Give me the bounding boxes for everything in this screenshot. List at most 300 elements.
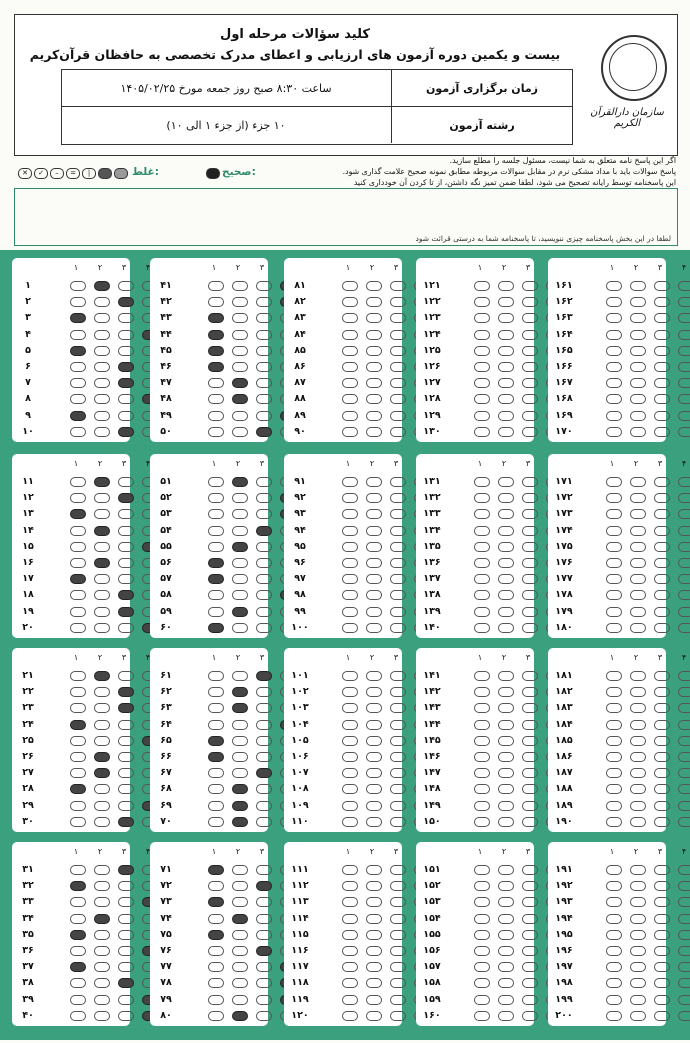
answer-bubble[interactable] [342, 493, 358, 503]
answer-bubble[interactable] [474, 784, 490, 794]
answer-bubble[interactable] [522, 995, 538, 1005]
answer-bubble[interactable] [94, 897, 110, 907]
answer-bubble[interactable] [390, 865, 406, 875]
answer-bubble[interactable] [630, 281, 646, 291]
answer-bubble[interactable] [118, 509, 134, 519]
answer-bubble[interactable] [366, 590, 382, 600]
answer-bubble[interactable] [342, 509, 358, 519]
answer-bubble[interactable] [630, 607, 646, 617]
answer-bubble[interactable] [498, 914, 514, 924]
answer-bubble[interactable] [498, 574, 514, 584]
answer-bubble[interactable] [522, 817, 538, 827]
answer-bubble[interactable] [678, 542, 690, 552]
answer-bubble[interactable] [342, 346, 358, 356]
answer-bubble[interactable] [256, 817, 272, 827]
answer-bubble[interactable] [208, 558, 224, 568]
answer-bubble[interactable] [654, 330, 670, 340]
answer-bubble[interactable] [342, 477, 358, 487]
answer-bubble[interactable] [70, 330, 86, 340]
answer-bubble[interactable] [522, 930, 538, 940]
answer-bubble[interactable] [522, 801, 538, 811]
answer-bubble[interactable] [256, 623, 272, 633]
answer-bubble[interactable] [256, 784, 272, 794]
answer-bubble[interactable] [342, 297, 358, 307]
answer-bubble[interactable] [342, 394, 358, 404]
answer-bubble[interactable] [522, 703, 538, 713]
answer-bubble[interactable] [630, 477, 646, 487]
answer-bubble[interactable] [256, 297, 272, 307]
answer-bubble[interactable] [678, 281, 690, 291]
answer-bubble[interactable] [498, 378, 514, 388]
answer-bubble[interactable] [70, 914, 86, 924]
answer-bubble[interactable] [654, 394, 670, 404]
answer-bubble[interactable] [474, 801, 490, 811]
answer-bubble[interactable] [390, 978, 406, 988]
answer-bubble[interactable] [654, 411, 670, 421]
answer-bubble[interactable] [366, 703, 382, 713]
answer-bubble[interactable] [94, 346, 110, 356]
answer-bubble[interactable] [630, 930, 646, 940]
answer-bubble[interactable] [232, 687, 248, 697]
answer-bubble[interactable] [70, 313, 86, 323]
answer-bubble[interactable] [522, 946, 538, 956]
answer-bubble[interactable] [208, 687, 224, 697]
answer-bubble[interactable] [208, 313, 224, 323]
answer-bubble[interactable] [498, 962, 514, 972]
answer-bubble[interactable] [232, 558, 248, 568]
answer-bubble[interactable] [208, 394, 224, 404]
answer-bubble[interactable] [366, 346, 382, 356]
answer-bubble[interactable] [390, 394, 406, 404]
answer-bubble[interactable] [474, 914, 490, 924]
answer-bubble[interactable] [366, 542, 382, 552]
answer-bubble[interactable] [522, 623, 538, 633]
answer-bubble[interactable] [606, 623, 622, 633]
answer-bubble[interactable] [522, 914, 538, 924]
answer-bubble[interactable] [208, 346, 224, 356]
answer-bubble[interactable] [390, 346, 406, 356]
answer-bubble[interactable] [208, 542, 224, 552]
answer-bubble[interactable] [366, 995, 382, 1005]
answer-bubble[interactable] [678, 411, 690, 421]
answer-bubble[interactable] [366, 671, 382, 681]
answer-bubble[interactable] [256, 930, 272, 940]
answer-bubble[interactable] [678, 590, 690, 600]
answer-bubble[interactable] [390, 509, 406, 519]
answer-bubble[interactable] [498, 1011, 514, 1021]
answer-bubble[interactable] [342, 542, 358, 552]
answer-bubble[interactable] [390, 687, 406, 697]
answer-bubble[interactable] [232, 509, 248, 519]
answer-bubble[interactable] [94, 590, 110, 600]
answer-bubble[interactable] [678, 930, 690, 940]
answer-bubble[interactable] [256, 752, 272, 762]
answer-bubble[interactable] [366, 362, 382, 372]
answer-bubble[interactable] [474, 623, 490, 633]
answer-bubble[interactable] [522, 558, 538, 568]
answer-bubble[interactable] [342, 995, 358, 1005]
answer-bubble[interactable] [208, 978, 224, 988]
answer-bubble[interactable] [118, 671, 134, 681]
answer-bubble[interactable] [94, 995, 110, 1005]
answer-bubble[interactable] [498, 558, 514, 568]
answer-bubble[interactable] [606, 671, 622, 681]
answer-bubble[interactable] [208, 768, 224, 778]
answer-bubble[interactable] [118, 801, 134, 811]
answer-bubble[interactable] [522, 865, 538, 875]
answer-bubble[interactable] [94, 607, 110, 617]
answer-bubble[interactable] [498, 411, 514, 421]
answer-bubble[interactable] [390, 623, 406, 633]
answer-bubble[interactable] [342, 817, 358, 827]
answer-bubble[interactable] [474, 930, 490, 940]
answer-bubble[interactable] [390, 607, 406, 617]
answer-bubble[interactable] [94, 281, 110, 291]
answer-bubble[interactable] [654, 362, 670, 372]
answer-bubble[interactable] [232, 477, 248, 487]
answer-bubble[interactable] [606, 542, 622, 552]
answer-bubble[interactable] [70, 995, 86, 1005]
answer-bubble[interactable] [474, 687, 490, 697]
answer-bubble[interactable] [208, 817, 224, 827]
answer-bubble[interactable] [118, 784, 134, 794]
answer-bubble[interactable] [654, 687, 670, 697]
answer-bubble[interactable] [118, 768, 134, 778]
answer-bubble[interactable] [342, 411, 358, 421]
answer-bubble[interactable] [522, 394, 538, 404]
answer-bubble[interactable] [390, 962, 406, 972]
answer-bubble[interactable] [70, 881, 86, 891]
answer-bubble[interactable] [256, 703, 272, 713]
answer-bubble[interactable] [522, 281, 538, 291]
answer-bubble[interactable] [522, 607, 538, 617]
answer-bubble[interactable] [232, 330, 248, 340]
answer-bubble[interactable] [654, 427, 670, 437]
answer-bubble[interactable] [390, 768, 406, 778]
answer-bubble[interactable] [522, 330, 538, 340]
answer-bubble[interactable] [118, 995, 134, 1005]
answer-bubble[interactable] [630, 946, 646, 956]
answer-bubble[interactable] [208, 427, 224, 437]
answer-bubble[interactable] [390, 281, 406, 291]
answer-bubble[interactable] [366, 394, 382, 404]
answer-bubble[interactable] [94, 574, 110, 584]
answer-bubble[interactable] [208, 671, 224, 681]
answer-bubble[interactable] [654, 946, 670, 956]
answer-bubble[interactable] [522, 784, 538, 794]
answer-bubble[interactable] [630, 346, 646, 356]
answer-bubble[interactable] [678, 962, 690, 972]
answer-bubble[interactable] [474, 330, 490, 340]
answer-bubble[interactable] [474, 607, 490, 617]
answer-bubble[interactable] [678, 995, 690, 1005]
answer-bubble[interactable] [208, 607, 224, 617]
answer-bubble[interactable] [390, 720, 406, 730]
answer-bubble[interactable] [522, 1011, 538, 1021]
answer-bubble[interactable] [208, 330, 224, 340]
answer-bubble[interactable] [366, 477, 382, 487]
answer-bubble[interactable] [70, 623, 86, 633]
answer-bubble[interactable] [474, 703, 490, 713]
answer-bubble[interactable] [232, 946, 248, 956]
answer-bubble[interactable] [606, 607, 622, 617]
answer-bubble[interactable] [232, 411, 248, 421]
answer-bubble[interactable] [474, 297, 490, 307]
answer-bubble[interactable] [118, 362, 134, 372]
answer-bubble[interactable] [94, 865, 110, 875]
answer-bubble[interactable] [70, 897, 86, 907]
answer-bubble[interactable] [474, 978, 490, 988]
answer-bubble[interactable] [256, 394, 272, 404]
answer-bubble[interactable] [522, 313, 538, 323]
answer-bubble[interactable] [654, 493, 670, 503]
answer-bubble[interactable] [70, 362, 86, 372]
answer-bubble[interactable] [342, 281, 358, 291]
answer-bubble[interactable] [654, 281, 670, 291]
answer-bubble[interactable] [678, 378, 690, 388]
answer-bubble[interactable] [474, 897, 490, 907]
answer-bubble[interactable] [498, 897, 514, 907]
answer-bubble[interactable] [390, 930, 406, 940]
answer-bubble[interactable] [678, 752, 690, 762]
answer-bubble[interactable] [630, 720, 646, 730]
answer-bubble[interactable] [118, 574, 134, 584]
answer-bubble[interactable] [256, 687, 272, 697]
answer-bubble[interactable] [70, 281, 86, 291]
answer-bubble[interactable] [94, 720, 110, 730]
answer-bubble[interactable] [522, 477, 538, 487]
answer-bubble[interactable] [522, 978, 538, 988]
answer-bubble[interactable] [256, 736, 272, 746]
answer-bubble[interactable] [606, 558, 622, 568]
answer-bubble[interactable] [232, 720, 248, 730]
answer-bubble[interactable] [256, 914, 272, 924]
answer-bubble[interactable] [654, 736, 670, 746]
answer-bubble[interactable] [118, 558, 134, 568]
answer-bubble[interactable] [630, 817, 646, 827]
answer-bubble[interactable] [474, 1011, 490, 1021]
answer-bubble[interactable] [630, 394, 646, 404]
answer-bubble[interactable] [474, 411, 490, 421]
answer-bubble[interactable] [232, 962, 248, 972]
answer-bubble[interactable] [342, 784, 358, 794]
answer-bubble[interactable] [606, 687, 622, 697]
answer-bubble[interactable] [208, 574, 224, 584]
answer-bubble[interactable] [498, 946, 514, 956]
answer-bubble[interactable] [94, 1011, 110, 1021]
answer-bubble[interactable] [678, 865, 690, 875]
answer-bubble[interactable] [232, 995, 248, 1005]
answer-bubble[interactable] [94, 736, 110, 746]
answer-bubble[interactable] [654, 784, 670, 794]
answer-bubble[interactable] [630, 313, 646, 323]
answer-bubble[interactable] [118, 703, 134, 713]
answer-bubble[interactable] [232, 607, 248, 617]
answer-bubble[interactable] [390, 362, 406, 372]
answer-bubble[interactable] [342, 362, 358, 372]
answer-bubble[interactable] [94, 978, 110, 988]
answer-bubble[interactable] [256, 801, 272, 811]
answer-bubble[interactable] [70, 411, 86, 421]
answer-bubble[interactable] [366, 330, 382, 340]
answer-bubble[interactable] [474, 281, 490, 291]
answer-bubble[interactable] [498, 687, 514, 697]
answer-bubble[interactable] [342, 378, 358, 388]
answer-bubble[interactable] [474, 346, 490, 356]
answer-bubble[interactable] [606, 574, 622, 584]
answer-bubble[interactable] [94, 817, 110, 827]
answer-bubble[interactable] [256, 330, 272, 340]
answer-bubble[interactable] [342, 427, 358, 437]
answer-bubble[interactable] [232, 1011, 248, 1021]
answer-bubble[interactable] [208, 995, 224, 1005]
answer-bubble[interactable] [118, 897, 134, 907]
answer-bubble[interactable] [70, 801, 86, 811]
answer-bubble[interactable] [366, 881, 382, 891]
answer-bubble[interactable] [70, 671, 86, 681]
answer-bubble[interactable] [70, 558, 86, 568]
answer-bubble[interactable] [606, 703, 622, 713]
answer-bubble[interactable] [630, 623, 646, 633]
answer-bubble[interactable] [94, 411, 110, 421]
answer-bubble[interactable] [232, 346, 248, 356]
answer-bubble[interactable] [678, 477, 690, 487]
answer-bubble[interactable] [208, 930, 224, 940]
answer-bubble[interactable] [678, 394, 690, 404]
answer-bubble[interactable] [498, 281, 514, 291]
answer-bubble[interactable] [630, 378, 646, 388]
answer-bubble[interactable] [498, 817, 514, 827]
answer-bubble[interactable] [654, 914, 670, 924]
answer-bubble[interactable] [390, 477, 406, 487]
answer-bubble[interactable] [654, 671, 670, 681]
answer-bubble[interactable] [70, 946, 86, 956]
answer-bubble[interactable] [498, 881, 514, 891]
answer-bubble[interactable] [678, 914, 690, 924]
answer-bubble[interactable] [606, 411, 622, 421]
answer-bubble[interactable] [94, 623, 110, 633]
answer-bubble[interactable] [390, 297, 406, 307]
answer-bubble[interactable] [606, 1011, 622, 1021]
answer-bubble[interactable] [342, 946, 358, 956]
answer-bubble[interactable] [390, 784, 406, 794]
answer-bubble[interactable] [118, 427, 134, 437]
answer-bubble[interactable] [94, 526, 110, 536]
answer-bubble[interactable] [342, 313, 358, 323]
answer-bubble[interactable] [256, 946, 272, 956]
answer-bubble[interactable] [366, 865, 382, 875]
answer-bubble[interactable] [678, 817, 690, 827]
answer-bubble[interactable] [208, 962, 224, 972]
answer-bubble[interactable] [390, 590, 406, 600]
answer-bubble[interactable] [94, 671, 110, 681]
answer-bubble[interactable] [366, 914, 382, 924]
answer-bubble[interactable] [342, 574, 358, 584]
answer-bubble[interactable] [606, 995, 622, 1005]
answer-bubble[interactable] [630, 330, 646, 340]
answer-bubble[interactable] [630, 897, 646, 907]
answer-bubble[interactable] [522, 574, 538, 584]
answer-bubble[interactable] [232, 313, 248, 323]
answer-bubble[interactable] [366, 526, 382, 536]
answer-bubble[interactable] [654, 558, 670, 568]
answer-bubble[interactable] [630, 736, 646, 746]
answer-bubble[interactable] [118, 946, 134, 956]
answer-bubble[interactable] [474, 542, 490, 552]
answer-bubble[interactable] [118, 394, 134, 404]
answer-bubble[interactable] [118, 542, 134, 552]
answer-bubble[interactable] [606, 281, 622, 291]
answer-bubble[interactable] [232, 574, 248, 584]
answer-bubble[interactable] [366, 897, 382, 907]
answer-bubble[interactable] [232, 427, 248, 437]
answer-bubble[interactable] [118, 607, 134, 617]
answer-bubble[interactable] [606, 590, 622, 600]
answer-bubble[interactable] [70, 930, 86, 940]
answer-bubble[interactable] [522, 427, 538, 437]
answer-bubble[interactable] [232, 784, 248, 794]
answer-bubble[interactable] [606, 768, 622, 778]
answer-bubble[interactable] [342, 526, 358, 536]
answer-bubble[interactable] [498, 752, 514, 762]
answer-bubble[interactable] [342, 930, 358, 940]
answer-bubble[interactable] [366, 607, 382, 617]
answer-bubble[interactable] [94, 542, 110, 552]
answer-bubble[interactable] [474, 590, 490, 600]
answer-bubble[interactable] [654, 477, 670, 487]
answer-bubble[interactable] [498, 477, 514, 487]
answer-bubble[interactable] [256, 962, 272, 972]
answer-bubble[interactable] [630, 574, 646, 584]
answer-bubble[interactable] [654, 542, 670, 552]
answer-bubble[interactable] [498, 330, 514, 340]
answer-bubble[interactable] [366, 801, 382, 811]
answer-bubble[interactable] [118, 881, 134, 891]
answer-bubble[interactable] [522, 736, 538, 746]
answer-bubble[interactable] [654, 346, 670, 356]
answer-bubble[interactable] [654, 313, 670, 323]
answer-bubble[interactable] [474, 558, 490, 568]
answer-bubble[interactable] [606, 313, 622, 323]
answer-bubble[interactable] [256, 865, 272, 875]
answer-bubble[interactable] [70, 526, 86, 536]
answer-bubble[interactable] [256, 897, 272, 907]
answer-bubble[interactable] [256, 411, 272, 421]
answer-bubble[interactable] [630, 801, 646, 811]
answer-bubble[interactable] [498, 526, 514, 536]
answer-bubble[interactable] [118, 752, 134, 762]
answer-bubble[interactable] [390, 801, 406, 811]
answer-bubble[interactable] [208, 703, 224, 713]
answer-bubble[interactable] [678, 801, 690, 811]
answer-bubble[interactable] [70, 768, 86, 778]
answer-bubble[interactable] [630, 703, 646, 713]
answer-bubble[interactable] [366, 962, 382, 972]
answer-bubble[interactable] [94, 330, 110, 340]
answer-bubble[interactable] [208, 526, 224, 536]
answer-bubble[interactable] [208, 509, 224, 519]
answer-bubble[interactable] [522, 526, 538, 536]
answer-bubble[interactable] [70, 817, 86, 827]
answer-bubble[interactable] [70, 720, 86, 730]
answer-bubble[interactable] [256, 477, 272, 487]
answer-bubble[interactable] [94, 703, 110, 713]
answer-bubble[interactable] [606, 362, 622, 372]
answer-bubble[interactable] [630, 768, 646, 778]
answer-bubble[interactable] [522, 768, 538, 778]
answer-bubble[interactable] [678, 784, 690, 794]
answer-bubble[interactable] [342, 671, 358, 681]
